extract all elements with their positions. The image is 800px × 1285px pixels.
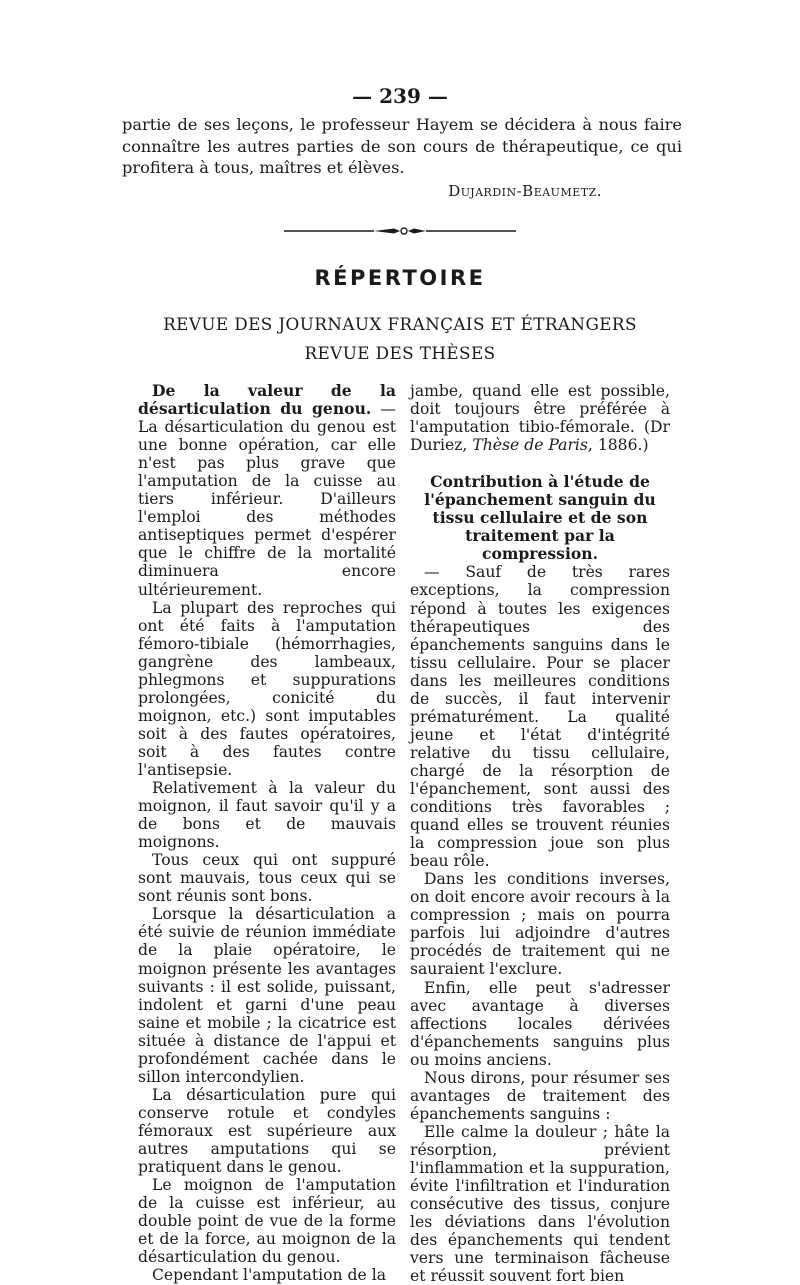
citation-year: , 1886.) (587, 436, 649, 455)
author-signature: Dujardin-Beaumetz. (448, 182, 602, 200)
article-2-title: Contribution à l'étude de l'épanchement sanguin du tissu cellulaire et de son traitement par la compression. (424, 472, 656, 564)
left-paragraph: Le moignon de l'amputation de la cuisse est inférieur, au double point de vue de la forme et de la force, au moignon de la désarticulation du genou. (138, 1176, 396, 1267)
article-1-title: De la valeur de la désarticulation du genou. (138, 381, 396, 419)
right-paragraph: Nous dirons, pour résumer ses avantages de traitement des épanchements sanguins : (410, 1068, 670, 1123)
right-paragraph: Elle calme la douleur ; hâte la résorption, prévient l'inflammation et la suppuration, évite l'infiltration et l'induration consécutive des tissus, conjure les déviations dans l'évolution des épanchements qui tendent vers une terminaison fâcheuse et réussit souvent fort bien (410, 1122, 670, 1285)
right-column (410, 382, 670, 1285)
citation-source: Thèse de Paris (472, 436, 588, 455)
section-subtitle-theses: REVUE DES THÈSES (304, 343, 496, 363)
left-paragraph: Lorsque la désarticulation a été suivie de réunion immédiate de la plaie opératoire, le moignon présente les avantages suivants : il est solide, puissant, indolent et garni d'une peau saine et mobile ; la cicatrice est située à distance de l'appui et profondément cachée dans le sillon intercondylien. (138, 905, 396, 1086)
article-1-continuation: jambe, quand elle est possible, doit toujours être préférée à l'amputation tibio-fémorale. (Dr Duriez, Thèse de Paris, 1886.) (410, 382, 670, 455)
right-paragraph: Enfin, elle peut s'adresser avec avantage à diverses affections locales dérivées d'épanchements sanguins plus ou moins anciens. (410, 978, 670, 1069)
ornament-divider-icon (284, 224, 516, 238)
citation-author: (Dr Duriez, (410, 418, 670, 455)
left-paragraph: Tous ceux qui ont suppuré sont mauvais, tous ceux qui se sont réunis sont bons. (138, 851, 396, 906)
article-2-first-paragraph: — Sauf de très rares exceptions, la compression répond à toutes les exigences thérapeutiques des épanchements sanguins dans le tissu cellulaire. Pour se placer dans les meilleures conditions de succès, il faut intervenir prématurément. La qualité jeune et l'état d'intégrité relative du tissu cellulaire, chargé de la résorption de l'épanchement, sont aussi des conditions très favorables ; quand elles se trouvent réunies la compression joue son plus beau rôle. (410, 563, 670, 871)
section-title: RÉPERTOIRE (314, 266, 486, 290)
page-number: — 239 — (352, 84, 448, 108)
left-column (138, 382, 396, 1284)
right-paragraph: Dans les conditions inverses, on doit encore avoir recours à la compression ; mais on pourra parfois lui adjoindre d'autres procédés de traitement qui ne sauraient l'exclure. (410, 870, 670, 979)
article-1-first-text: — La désarticulation du genou est une bonne opération, car elle n'est pas plus grave que l'amputation de la cuisse au tiers inférieur. D'ailleurs l'emploi des méthodes antiseptiques permet d'espérer que le chiffre de la mortalité diminuera encore ultérieurement. (138, 400, 396, 599)
left-paragraph: Relativement à la valeur du moignon, il faut savoir qu'il y a de bons et de mauvais moignons. (138, 779, 396, 852)
section-subtitle-journaux: REVUE DES JOURNAUX FRANÇAIS ET ÉTRANGERS (163, 314, 637, 334)
article-1-intro (138, 382, 396, 599)
left-paragraph: Cependant l'amputation de la (152, 1266, 386, 1285)
left-paragraph: La désarticulation pure qui conserve rotule et condyles fémoraux est supérieure aux autres amputations qui se pratiquent dans le genou. (138, 1085, 396, 1177)
intro-paragraph: partie de ses leçons, le professeur Hayem se décidera à nous faire connaître les autres parties de son cours de thérapeutique, ce qui profitera à tous, maîtres et élèves. (122, 115, 682, 177)
left-paragraph: La plupart des reproches qui ont été faits à l'amputation fémoro-tibiale (hémorrhagies, gangrène des lambeaux, phlegmons et suppurations prolongées, conicité du moignon, etc.) sont imputables soit à des fautes opératoires, soit à des fautes contre l'antisepsie. (138, 598, 396, 779)
